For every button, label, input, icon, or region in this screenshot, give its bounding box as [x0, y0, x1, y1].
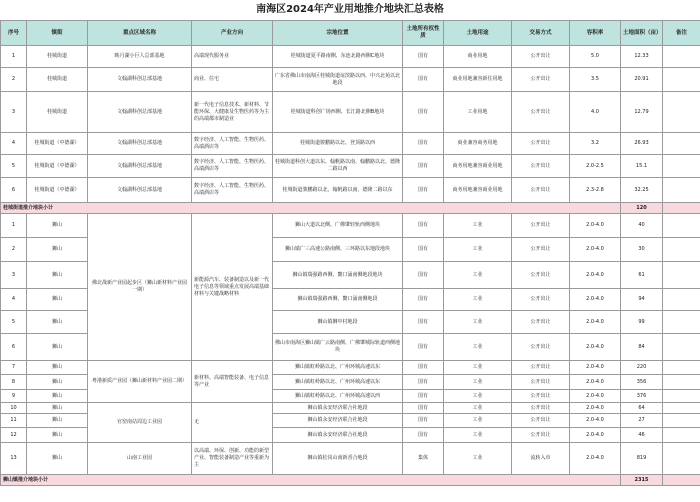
cell-note	[663, 178, 700, 203]
cell-area: 356	[621, 375, 663, 390]
land-table	[0, 20, 700, 486]
cell-note	[663, 289, 700, 311]
cell-location: 桂城街道夏平路南侧、东连北路西侧C地块	[273, 46, 403, 68]
cell-trade: 公开出让	[512, 334, 570, 361]
cell-use: 商业用地兼容新住用地	[444, 68, 512, 92]
cell-trade: 公开出让	[512, 361, 570, 375]
subtotal-label: 桂城街道推介地块小计	[1, 203, 621, 214]
cell-ownership: 集体	[403, 443, 444, 475]
cell-zone-group: 佛北战新产业园起步区（狮山新材料产业园一期）	[88, 214, 192, 361]
cell-use: 商务用地兼容商业用地	[444, 178, 512, 203]
cell-ownership: 国有	[403, 46, 444, 68]
cell-trade: 公开出让	[512, 311, 570, 334]
cell-use: 商业兼容商务用地	[444, 133, 512, 155]
cell-town: 桂城街道（中德湖）	[27, 178, 88, 203]
cell-town: 狮山	[27, 443, 88, 475]
cell-no: 10	[1, 403, 27, 414]
cell-far: 2.0-4.0	[570, 262, 621, 289]
cell-ownership: 国有	[403, 390, 444, 403]
cell-location: 桂城街道科创广场西侧、长江路北侧B地块	[273, 92, 403, 133]
cell-area: 99	[621, 311, 663, 334]
cell-note	[663, 428, 700, 443]
cell-location: 狮山镇瑞强路西侧、鳌口涌南侧地段地块	[273, 262, 403, 289]
cell-area: 30	[621, 238, 663, 262]
cell-ownership: 国有	[403, 68, 444, 92]
header-area: 土地面积（亩）	[621, 21, 663, 46]
cell-note	[663, 414, 700, 428]
cell-industry-group: 以高端、环保、创新、功能的新型产业、智能装备制造产业等重新为主	[192, 443, 273, 475]
cell-location: 狮山镇松岗山南新香合地段	[273, 443, 403, 475]
cell-location: 狮山镇广三高速公路南侧、三环路以东地段地块	[273, 238, 403, 262]
cell-town: 狮山	[27, 428, 88, 443]
cell-zone: 映月湖小巨人总部基地	[88, 46, 192, 68]
cell-town: 狮山	[27, 214, 88, 238]
table-row	[1, 46, 700, 68]
cell-town: 狮山	[27, 390, 88, 403]
cell-far: 2.0-4.0	[570, 238, 621, 262]
cell-trade: 流转入市	[512, 443, 570, 475]
cell-location: 佛山市南海区狮山镇广云路南侧、广佛肇城际轨道西侧地块	[273, 334, 403, 361]
cell-trade: 公开出让	[512, 46, 570, 68]
cell-ownership: 国有	[403, 403, 444, 414]
cell-area: 376	[621, 390, 663, 403]
cell-ownership: 国有	[403, 238, 444, 262]
subtotal-note	[663, 203, 700, 214]
cell-town: 狮山	[27, 375, 88, 390]
cell-far: 3.2	[570, 133, 621, 155]
cell-area: 220	[621, 361, 663, 375]
cell-use: 工业	[444, 238, 512, 262]
cell-location: 狮山镇永安经济联合社地段	[273, 403, 403, 414]
cell-industry: 数字经济、人工智能、生物医药、高端酒店等	[192, 133, 273, 155]
cell-zone: 文翰湖科创总部基地	[88, 155, 192, 178]
cell-area: 84	[621, 334, 663, 361]
cell-no: 5	[1, 311, 27, 334]
cell-town: 狮山	[27, 334, 88, 361]
cell-far: 2.0-4.0	[570, 311, 621, 334]
cell-no: 2	[1, 68, 27, 92]
cell-area: 64	[621, 403, 663, 414]
table-row	[1, 155, 700, 178]
cell-note	[663, 390, 700, 403]
cell-trade: 公开出让	[512, 390, 570, 403]
cell-use: 工业用地	[444, 92, 512, 133]
cell-location: 狮山大道以北侧、广佛肇轻轨西侧地块	[273, 214, 403, 238]
header-industry: 产业方向	[192, 21, 273, 46]
cell-trade: 公开出让	[512, 214, 570, 238]
cell-far: 5.0	[570, 46, 621, 68]
cell-note	[663, 46, 700, 68]
table-row	[1, 361, 700, 375]
cell-location: 桂城街道骏鹏路以北、翰帆路以南、德隆二路以东	[273, 178, 403, 203]
cell-note	[663, 92, 700, 133]
cell-note	[663, 133, 700, 155]
cell-use: 工业	[444, 334, 512, 361]
cell-town: 桂城街道（中德湖）	[27, 133, 88, 155]
cell-industry: 高端现代服务业	[192, 46, 273, 68]
subtotal-note	[663, 475, 700, 486]
subtotal-row	[1, 203, 700, 214]
cell-trade: 公开出让	[512, 155, 570, 178]
cell-location: 桂城街道科创大道以东、翰帆路以南、翰鹏路以北、德隆二路以西	[273, 155, 403, 178]
cell-no: 1	[1, 214, 27, 238]
cell-trade: 公开出让	[512, 403, 570, 414]
cell-ownership: 国有	[403, 311, 444, 334]
cell-trade: 公开出让	[512, 414, 570, 428]
subtotal-label: 狮山镇推介地块小计	[1, 475, 621, 486]
cell-zone: 文翰湖科创总部基地	[88, 68, 192, 92]
cell-industry-group: 无	[192, 403, 273, 443]
cell-no: 5	[1, 155, 27, 178]
cell-no: 13	[1, 443, 27, 475]
cell-town: 桂城街道	[27, 68, 88, 92]
cell-use: 工业	[444, 361, 512, 375]
cell-area: 20.91	[621, 68, 663, 92]
cell-town: 狮山	[27, 238, 88, 262]
header-location: 宗地位置	[273, 21, 403, 46]
cell-no: 4	[1, 133, 27, 155]
table-row	[1, 133, 700, 155]
cell-area: 12.33	[621, 46, 663, 68]
cell-no: 8	[1, 375, 27, 390]
cell-use: 工业	[444, 311, 512, 334]
cell-trade: 公开出让	[512, 68, 570, 92]
table-row	[1, 443, 700, 475]
header-note: 备注	[663, 21, 700, 46]
header-zone: 重点区域名称	[88, 21, 192, 46]
cell-location: 狮山镇虹岭路以北、广州环城高速以东	[273, 375, 403, 390]
cell-far: 2.0-4.0	[570, 403, 621, 414]
cell-far: 2.0-4.0	[570, 443, 621, 475]
cell-zone-group: 官窑南站周边工业园	[88, 403, 192, 443]
cell-industry-group: 新材料、高端智能装备、电子信息等产业	[192, 361, 273, 403]
table-row	[1, 92, 700, 133]
header-town: 镇街	[27, 21, 88, 46]
cell-ownership: 国有	[403, 92, 444, 133]
cell-use: 工业	[444, 443, 512, 475]
cell-zone-group: 粤港新质产业园（狮山新材料产业园二期）	[88, 361, 192, 403]
cell-location: 狮山镇虹岭路以北、广州环城高速以西	[273, 390, 403, 403]
cell-ownership: 国有	[403, 289, 444, 311]
cell-town: 桂城街道（中德湖）	[27, 155, 88, 178]
cell-no: 3	[1, 262, 27, 289]
cell-use: 工业	[444, 375, 512, 390]
cell-far: 2.0-4.0	[570, 289, 621, 311]
header-far: 容积率	[570, 21, 621, 46]
cell-area: 819	[621, 443, 663, 475]
page-title: 南海区2024年产业用地推介地块汇总表格	[256, 4, 444, 15]
cell-ownership: 国有	[403, 133, 444, 155]
cell-use: 工业	[444, 428, 512, 443]
cell-no: 3	[1, 92, 27, 133]
cell-ownership: 国有	[403, 334, 444, 361]
cell-use: 工业	[444, 262, 512, 289]
cell-trade: 公开出让	[512, 178, 570, 203]
cell-town: 狮山	[27, 311, 88, 334]
cell-use: 工业	[444, 214, 512, 238]
subtotal-area: 2315	[621, 475, 663, 486]
cell-trade: 公开出让	[512, 262, 570, 289]
cell-town: 桂城街道	[27, 46, 88, 68]
cell-far: 2.0-4.0	[570, 390, 621, 403]
cell-note	[663, 361, 700, 375]
cell-ownership: 国有	[403, 262, 444, 289]
cell-use: 商业用地	[444, 46, 512, 68]
header-use: 土地用途	[444, 21, 512, 46]
header-ownership: 土地所有权性质	[403, 21, 444, 46]
cell-area: 12.79	[621, 92, 663, 133]
table-row	[1, 403, 700, 414]
cell-far: 2.0-4.0	[570, 361, 621, 375]
cell-industry: 数字经济、人工智能、生物医药、高端酒店等	[192, 155, 273, 178]
cell-note	[663, 155, 700, 178]
cell-zone: 文翰湖科创总部基地	[88, 92, 192, 133]
cell-use: 工业	[444, 289, 512, 311]
cell-area: 46	[621, 428, 663, 443]
cell-far: 2.3-2.8	[570, 178, 621, 203]
cell-note	[663, 443, 700, 475]
cell-town: 狮山	[27, 414, 88, 428]
cell-far: 2.0-2.5	[570, 155, 621, 178]
cell-ownership: 国有	[403, 428, 444, 443]
cell-zone-group: 山南工业园	[88, 443, 192, 475]
header-no: 序号	[1, 21, 27, 46]
cell-far: 4.0	[570, 92, 621, 133]
cell-use: 工业	[444, 390, 512, 403]
cell-town: 桂城街道	[27, 92, 88, 133]
table-row	[1, 178, 700, 203]
cell-industry: 数字经济、人工智能、生物医药、高端酒店等	[192, 178, 273, 203]
cell-ownership: 国有	[403, 414, 444, 428]
cell-location: 桂城街道骏鹏路以北、登顶路以西	[273, 133, 403, 155]
cell-ownership: 国有	[403, 361, 444, 375]
cell-no: 7	[1, 361, 27, 375]
cell-town: 狮山	[27, 361, 88, 375]
cell-zone: 文翰湖科创总部基地	[88, 178, 192, 203]
cell-far: 2.0-4.0	[570, 375, 621, 390]
cell-location: 狮山镇永安经济联合社地段	[273, 414, 403, 428]
cell-trade: 公开出让	[512, 238, 570, 262]
cell-area: 26.93	[621, 133, 663, 155]
cell-trade: 公开出让	[512, 428, 570, 443]
cell-no: 4	[1, 289, 27, 311]
cell-far: 2.0-4.0	[570, 334, 621, 361]
cell-location: 狮山镇瑞强路西侧、鳌口涌南侧地段	[273, 289, 403, 311]
cell-zone: 文翰湖科创总部基地	[88, 133, 192, 155]
cell-note	[663, 68, 700, 92]
cell-trade: 公开出让	[512, 133, 570, 155]
cell-area: 15.1	[621, 155, 663, 178]
cell-use: 工业	[444, 414, 512, 428]
cell-far: 3.5	[570, 68, 621, 92]
cell-industry-group: 新能源汽车、装备制造以及新一代电子信息等领域重点发展高端基础材料与关键战略材料	[192, 214, 273, 361]
cell-ownership: 国有	[403, 375, 444, 390]
cell-trade: 公开出让	[512, 92, 570, 133]
cell-far: 2.0-4.0	[570, 414, 621, 428]
cell-note	[663, 214, 700, 238]
cell-use: 商务用地兼容商业用地	[444, 155, 512, 178]
cell-note	[663, 403, 700, 414]
cell-ownership: 国有	[403, 155, 444, 178]
cell-location: 广东省佛山市南海区桂城街道谊滨路以西、中兴北苑以北地段	[273, 68, 403, 92]
cell-no: 6	[1, 178, 27, 203]
cell-trade: 公开出让	[512, 289, 570, 311]
cell-no: 2	[1, 238, 27, 262]
cell-far: 2.0-4.0	[570, 428, 621, 443]
cell-far: 2.0-4.0	[570, 214, 621, 238]
cell-ownership: 国有	[403, 178, 444, 203]
subtotal-row	[1, 475, 700, 486]
cell-no: 1	[1, 46, 27, 68]
cell-no: 12	[1, 428, 27, 443]
subtotal-area: 120	[621, 203, 663, 214]
cell-industry: 新一代电子信息技术、新材料、节能环保、大健康及生物医药等为主的高端都市制造业	[192, 92, 273, 133]
header-trade: 交易方式	[512, 21, 570, 46]
cell-note	[663, 262, 700, 289]
cell-no: 6	[1, 334, 27, 361]
cell-trade: 公开出让	[512, 375, 570, 390]
cell-ownership: 国有	[403, 214, 444, 238]
cell-town: 狮山	[27, 289, 88, 311]
cell-area: 32.25	[621, 178, 663, 203]
cell-no: 9	[1, 390, 27, 403]
cell-town: 狮山	[27, 403, 88, 414]
cell-area: 61	[621, 262, 663, 289]
cell-industry: 商业、住宅	[192, 68, 273, 92]
table-row	[1, 214, 700, 238]
cell-use: 工业	[444, 403, 512, 414]
cell-location: 狮山镇狮中村地段	[273, 311, 403, 334]
cell-town: 狮山	[27, 262, 88, 289]
cell-location: 狮山镇虹岭路以北、广州环城高速以东	[273, 361, 403, 375]
cell-area: 27	[621, 414, 663, 428]
cell-area: 94	[621, 289, 663, 311]
cell-note	[663, 375, 700, 390]
cell-no: 11	[1, 414, 27, 428]
table-row	[1, 68, 700, 92]
cell-location: 狮山镇永安经济联合社地段	[273, 428, 403, 443]
cell-area: 40	[621, 214, 663, 238]
cell-note	[663, 238, 700, 262]
cell-note	[663, 334, 700, 361]
cell-note	[663, 311, 700, 334]
header-row	[1, 21, 700, 46]
